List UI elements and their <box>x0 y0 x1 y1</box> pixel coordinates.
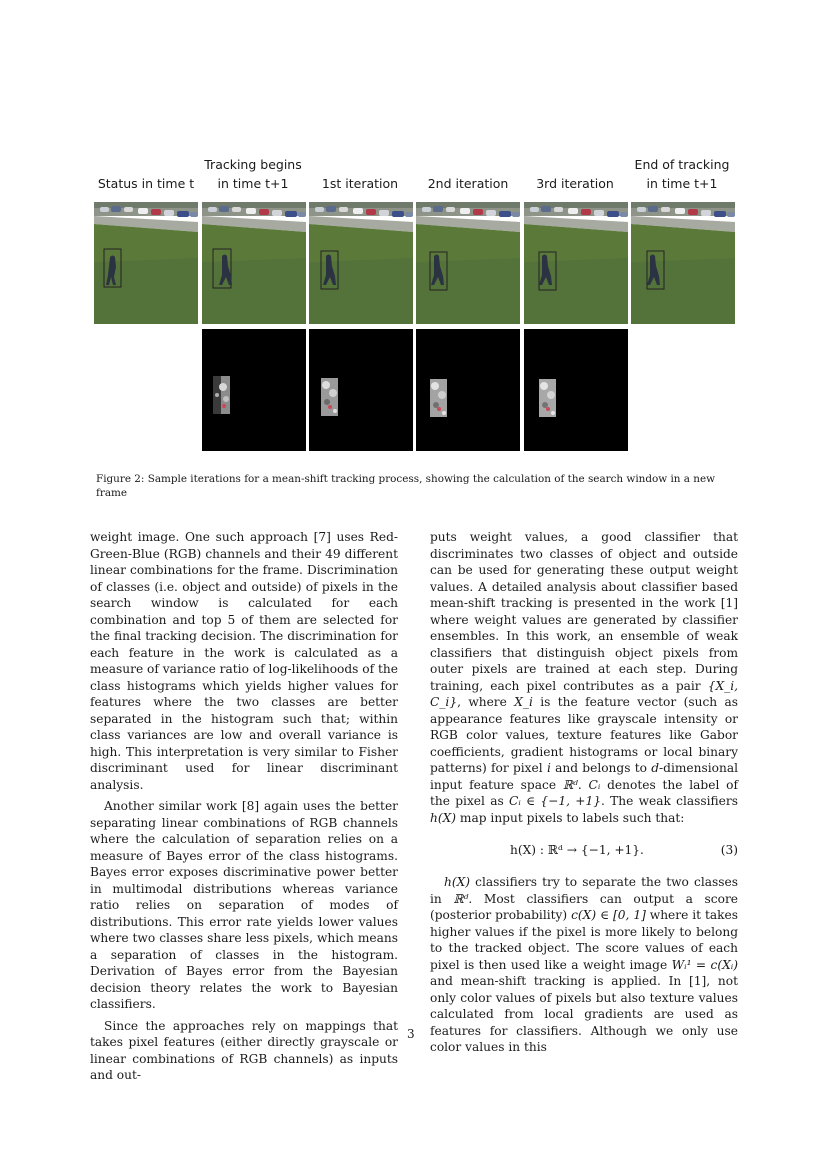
frame-1st-iteration <box>309 202 413 324</box>
frame-tracking-begins <box>202 202 306 324</box>
frame-2nd-iteration <box>416 202 520 324</box>
equation-expression: h(X) : ℝᵈ → {−1, +1}. <box>510 843 644 857</box>
weight-image-2nd-iteration <box>416 329 520 451</box>
frame-end-of-tracking <box>631 202 735 324</box>
left-paragraph-1: weight image. One such approach [7] uses Red-Green-Blue (RGB) channels and their 49 different linear combinations for the frame. Discrimination of classes (i.e. object and outside) of pixels in the search window is calculated for each combination and top 5 of them are selected for the final tracking decision. The discrimination for each feature in the work is calculated as a measure of variance ratio of log-likelihoods of the class histograms which yields higher values for features where the two classes are better separated in the histogram such that; within class variances are low and overall variance is high. This interpretation is very similar to Fisher discriminant used for linear discriminant analysis. <box>90 530 398 792</box>
left-column <box>90 529 398 1089</box>
right-paragraph-1: puts weight values, a good classifier that discriminates two classes of object and outside can be used for generating these output weight values. A detailed analysis about classifier based mean-shift tracking is presented in the work [1] where weight values are generated by classifier ensembles. In this work, an ensemble of weak classifiers that distinguish object pixels from outer pixels are trained at each step. During training, each pixel contributes as a pair {X_i, C_i}, where X_i is the feature vector (such as appearance features like grayscale intensity or RGB color values, texture features like Gabor coefficients, gradient histograms or local binary patterns) for pixel i and belongs to d-dimensional input feature space ℝᵈ. Cᵢ denotes the label of the pixel as Cᵢ ∈ {−1, +1}. The weak classifiers h(X) map input pixels to labels such that: <box>430 530 739 825</box>
page-number: 3 <box>407 1027 415 1041</box>
weight-image-3rd-iteration <box>524 329 628 451</box>
equation-3 <box>430 838 738 864</box>
left-paragraph-3: Since the approaches rely on mappings that takes pixel features (either directly grayscale or linear combinations of RGB channels) as inputs and out- <box>90 1018 398 1082</box>
right-paragraph-2: h(X) classifiers try to separate the two classes in ℝᵈ. Most classifiers can output a score (posterior probability) c(X) ∈ [0, 1] where it takes higher values if the pixel is more likely to belong to the tracked object. The score values of each pixel is then used like a weight image Wᵢ¹ = c(Xᵢ) and mean-shift tracking is applied. In [1], not only color values of pixels but also texture values calculated from local gradients are used as features for classifiers. Although we only use color values in this <box>430 875 738 1054</box>
frame-3rd-iteration <box>524 202 628 324</box>
figure-label-1st-iteration: 1st iteration <box>321 176 399 191</box>
weight-image-1st-iteration <box>309 329 413 451</box>
figure-label-tracking-begins: Tracking begins in time t+1 <box>204 157 302 191</box>
weight-image-tracking-begins <box>202 329 306 451</box>
figure-label-end-of-tracking: End of tracking in time t+1 <box>634 157 730 191</box>
figure-caption: Figure 2: Sample iterations for a mean-shift tracking process, showing the calculation of the search window in a new frame <box>96 473 715 499</box>
left-paragraph-2: Another similar work [8] again uses the better separating linear combinations of RGB channels where the calculation of separation relies on a measure of Bayes error of the class histograms. Bayes error exposes discriminative power better in multimodal distributions whereas variance ratio relies on separation of modes of distributions. This error rate yields lower values where two classes share less pixels, which means a separation of classes in the histogram. Derivation of Bayes error from the Bayesian decision theory relates the work to Bayesian classifiers. <box>90 799 398 1011</box>
figure-label-2nd-iteration: 2nd iteration <box>427 176 509 191</box>
equation-number: (3) <box>720 843 738 857</box>
right-column <box>430 529 738 1061</box>
frame-status-time-t <box>94 202 198 324</box>
figure-label-status-time-t: Status in time t <box>97 176 195 191</box>
figure-label-3rd-iteration: 3rd iteration <box>536 176 614 191</box>
